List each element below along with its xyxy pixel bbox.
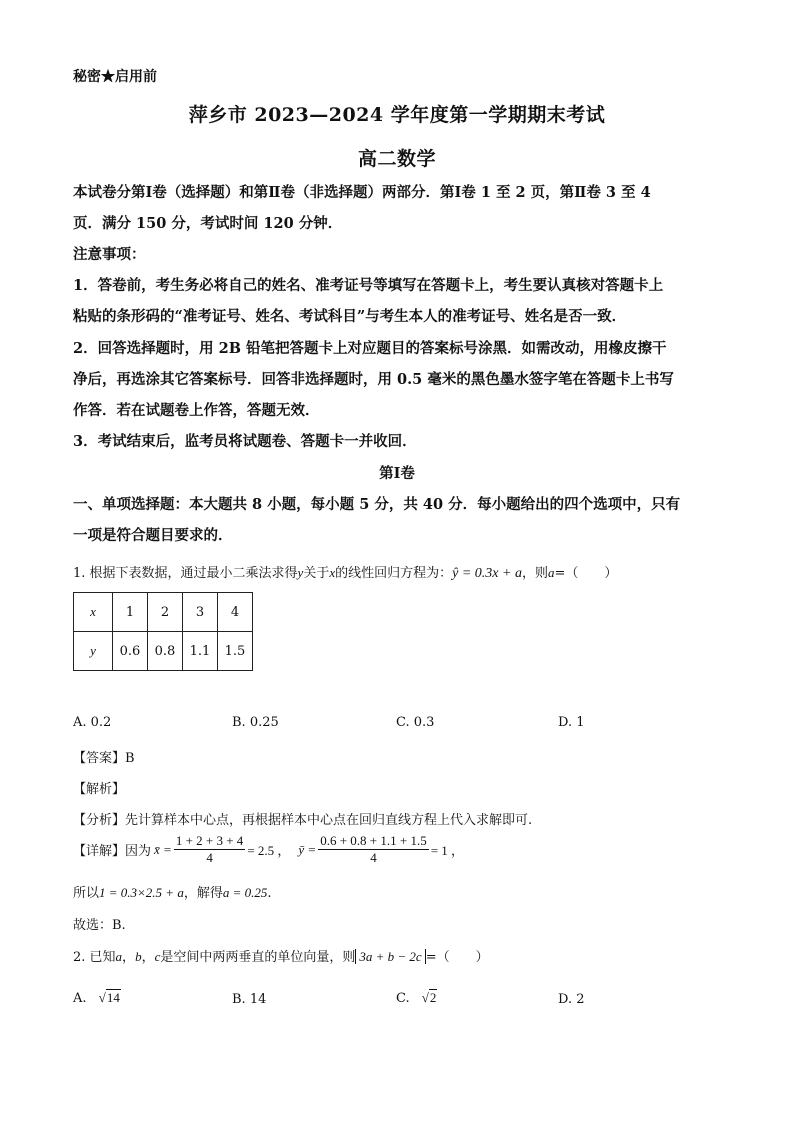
q1-stem-part: 关于 bbox=[303, 566, 330, 581]
solve-equation: a = 0.25 bbox=[222, 885, 268, 900]
q2-stem-part: 是空间中两两垂直的单位向量，则 bbox=[160, 950, 356, 965]
fraction-numerator: 1 + 2 + 3 + 4 bbox=[174, 833, 246, 850]
q1-stem-part: =（ ） bbox=[554, 566, 618, 581]
q1-option-a: A. 0.2 bbox=[73, 715, 112, 730]
table-cell: 2 bbox=[148, 593, 183, 632]
y-bar-result: = 1 ， bbox=[430, 843, 465, 859]
fraction-numerator: 0.6 + 0.8 + 1.1 + 1.5 bbox=[318, 833, 429, 850]
q2-stem-part: 2. 已知 bbox=[73, 950, 116, 965]
table-cell: 1.1 bbox=[183, 632, 218, 671]
sqrt-expression: √2 bbox=[421, 990, 437, 1005]
q2-option-a bbox=[73, 990, 121, 1006]
x-bar: x̄ = bbox=[154, 841, 172, 857]
table-cell: 3 bbox=[183, 593, 218, 632]
table-cell: y bbox=[74, 632, 113, 671]
q1-detail bbox=[73, 833, 464, 867]
y-bar-fraction bbox=[318, 833, 429, 867]
q1-answer: 【答案】B bbox=[73, 751, 135, 766]
q1-stem-part: 的线性回归方程为： bbox=[335, 566, 453, 581]
note-line-2: 粘贴的条形码的“准考证号、姓名、考试科目”与考生本人的准考证号、姓名是否一致． bbox=[73, 308, 627, 325]
part-line-2: 一项是符合题目要求的． bbox=[73, 527, 233, 544]
y-bar: ȳ = bbox=[298, 841, 317, 857]
q2-stem-part: =（ ） bbox=[425, 950, 489, 965]
x-bar-result: = 2.5 ， bbox=[247, 843, 291, 859]
notes-heading: 注意事项： bbox=[73, 246, 146, 263]
solve-label: ，解得 bbox=[183, 886, 223, 901]
subject-title: 高二数学 bbox=[357, 148, 436, 170]
var-y: y bbox=[297, 565, 304, 580]
volume-title: 第Ⅰ卷 bbox=[379, 465, 415, 482]
table-cell: 0.8 bbox=[148, 632, 183, 671]
note-line-5: 作答．若在试题卷上作答，答题无效． bbox=[73, 402, 320, 419]
vector-a: a bbox=[115, 949, 123, 964]
q1-option-d: D. 1 bbox=[558, 715, 585, 730]
table-row-x bbox=[74, 593, 253, 632]
fraction-denominator: 4 bbox=[206, 850, 213, 866]
vector-c: c bbox=[154, 949, 161, 964]
q2-option-c bbox=[396, 990, 437, 1006]
note-line-4: 净后，再选涂其它答案标号．回答非选择题时，用 0.5 毫米的黑色墨水签字笔在答题卡上书写 bbox=[73, 371, 674, 388]
q2-option-d: D. 2 bbox=[558, 992, 585, 1007]
intro-line-2: 页．满分 150 分，考试时间 120 分钟． bbox=[73, 215, 343, 232]
note-line-1: 1．答卷前，考生务必将自己的姓名、准考证号等填写在答题卡上，考生要认真核对答题卡上 bbox=[73, 277, 664, 294]
q1-choose: 故选：B. bbox=[73, 918, 126, 933]
secret-label: 秘密★启用前 bbox=[73, 69, 157, 85]
intro-line-1: 本试卷分第Ⅰ卷（选择题）和第Ⅱ卷（非选择题）两部分．第Ⅰ卷 1 至 2 页，第Ⅱ卷 3 至 4 bbox=[73, 184, 651, 201]
end-dot: . bbox=[267, 886, 272, 901]
table-cell: x bbox=[74, 593, 113, 632]
x-bar-fraction bbox=[174, 833, 246, 867]
option-label: A. bbox=[73, 991, 87, 1006]
vector-b: b bbox=[135, 949, 142, 964]
separator: ， bbox=[141, 950, 155, 965]
table-cell: 0.6 bbox=[113, 632, 148, 671]
q1-option-c: C. 0.3 bbox=[396, 715, 435, 730]
table-cell: 1 bbox=[113, 593, 148, 632]
q2-option-b: B. 14 bbox=[232, 992, 267, 1007]
q1-analysis-heading: 【解析】 bbox=[73, 782, 126, 797]
separator: ， bbox=[122, 950, 136, 965]
detail-label: 【详解】因为 bbox=[73, 844, 152, 860]
var-x: x bbox=[329, 565, 336, 580]
table-row-y bbox=[74, 632, 253, 671]
sqrt-expression: √14 bbox=[98, 990, 120, 1005]
radicand: 2 bbox=[429, 990, 437, 1005]
table-cell: 1.5 bbox=[218, 632, 253, 671]
table-cell: 4 bbox=[218, 593, 253, 632]
note-line-6: 3．考试结束后，监考员将试题卷、答题卡一并收回． bbox=[73, 433, 417, 450]
q1-stem-part: ，则 bbox=[521, 566, 548, 581]
var-a: a bbox=[547, 565, 555, 580]
q1-stem bbox=[73, 562, 617, 582]
q1-stem-part: 1. 根据下表数据，通过最小二乘法求得 bbox=[73, 566, 298, 581]
q1-analysis-text: 【分析】先计算样本中心点，再根据样本中心点在回归直线方程上代入求解即可. bbox=[73, 813, 533, 828]
vector-expression: 3a + b − 2c bbox=[355, 949, 425, 964]
regression-equation: ŷ = 0.3x + a bbox=[452, 566, 522, 581]
q1-solution bbox=[73, 882, 272, 901]
radicand: 14 bbox=[106, 990, 120, 1005]
exam-title: 萍乡市 2023—2024 学年度第一学期期末考试 bbox=[188, 104, 606, 126]
q1-option-b: B. 0.25 bbox=[232, 715, 279, 730]
note-line-3: 2．回答选择题时，用 2B 铅笔把答题卡上对应题目的答案标号涂黑．如需改动，用橡皮擦干 bbox=[73, 340, 667, 357]
option-label: C. bbox=[396, 991, 410, 1006]
q2-stem bbox=[73, 946, 489, 965]
so-label: 所以 bbox=[73, 886, 100, 901]
so-equation: 1 = 0.3×2.5 + a bbox=[99, 885, 184, 900]
data-table bbox=[73, 592, 253, 671]
fraction-denominator: 4 bbox=[370, 850, 377, 866]
part-line-1: 一、单项选择题：本大题共 8 小题，每小题 5 分，共 40 分．每小题给出的四个选项中，只有 bbox=[73, 496, 681, 513]
